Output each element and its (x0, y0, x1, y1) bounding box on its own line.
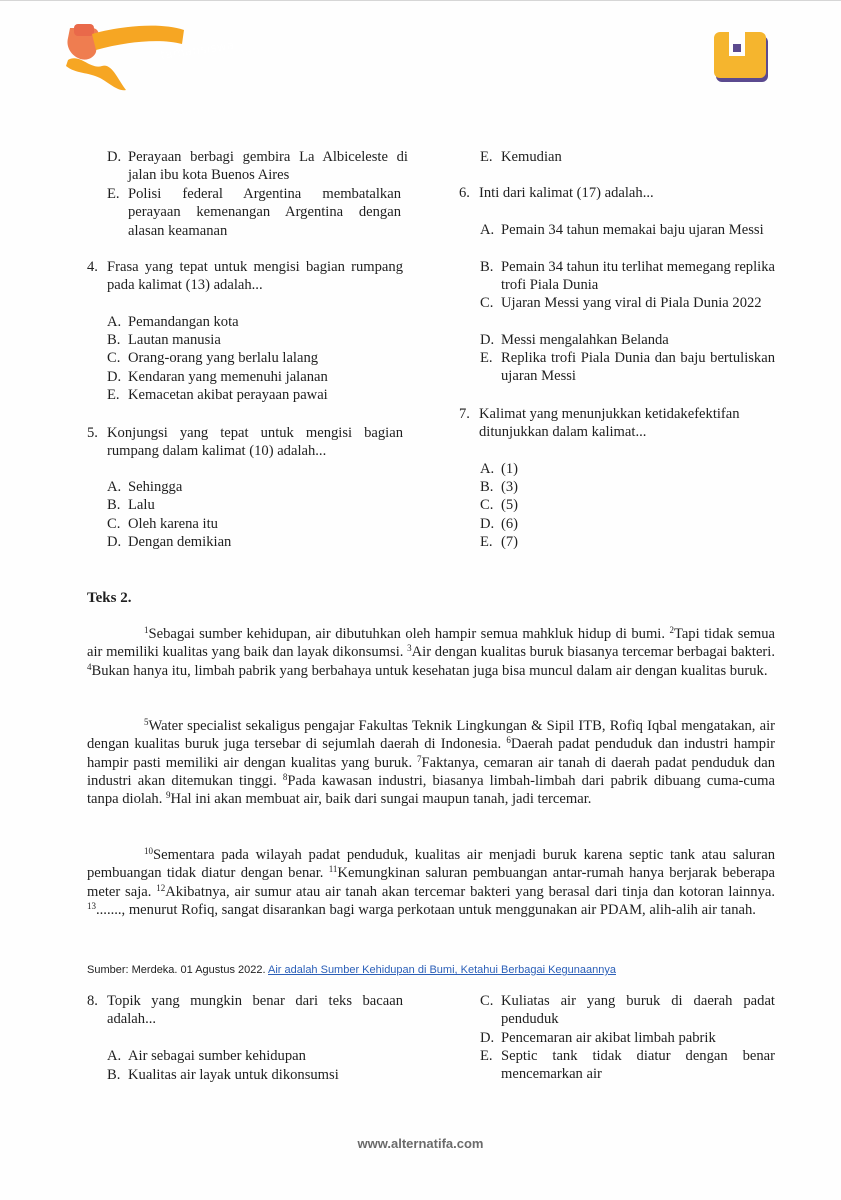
notebook-icon (713, 30, 771, 84)
text-2-paragraph-3: $^{10}$Sementara pada wilayah padat penduduk, kualitas air menjadi buruk karena septic tank atau saluran pembuangan tidak diatur dengan benar. $^{11}$Kemungkinan saluran pembuangan antar-rumah hanya berjarak beberapa meter saja. $^{12}$Akibatnya, air sumur atau air tanah akan tercemar bakteri yang berasal dari tinja dan kotoran lainnya. $^{13}$......., menurut Rofiq, sangat disarankan bagi warga perkotaan untuk menggunakan air PDAM, alih-alih air tanah. (87, 846, 776, 918)
top-border (0, 0, 841, 1)
footer-website[interactable]: www.alternatifa.com (357, 1136, 484, 1151)
text-2-heading: Teks 2. (87, 590, 132, 606)
source-citation: Sumber: Merdeka. 01 Agustus 2022. Air adalah Sumber Kehidupan di Bumi, Ketahui Berbagai Kegunaannya (87, 964, 616, 976)
text-2-paragraph-1: $^1$Sebagai sumber kehidupan, air dibutuhkan oleh hampir semua mahkluk hidup di bumi. $^2$Tapi tidak semua air memiliki kualitas yang baik dan layak dikonsumsi. $^3$Air dengan kualitas buruk biasanya tercemar berbagai bakteri. $^4$Bukan hanya itu, limbah pabrik yang berbahaya untuk kesehatan juga bisa muncul dalam air dengan kualitas buruk. (87, 625, 775, 679)
logo-text: tamansiswa (159, 37, 236, 63)
source-link[interactable]: Air adalah Sumber Kehidupan di Bumi, Ketahui Berbagai Kegunaannya (268, 964, 616, 976)
tamansiswa-logo (60, 18, 236, 98)
text-2-paragraph-2: $^5$Water specialist sekaligus pengajar Fakultas Teknik Lingkungan & Sipil ITB, Rofiq Iqbal mengatakan, air dengan kualitas buruk juga tersebar di sejumlah daerah di Indonesia. $^6$Daerah padat penduduk dan industri hampir hampir pasti memiliki air dengan kualitas yang buruk. $^7$Faktanya, cemaran air tanah di daerah padat penduduk dan industri akan ditemukan tinggi. $^8$Pada kawasan industri, biasanya limbah-limbah dari pabrik dibuang cuma-cuma tanpa diolah. $^9$Hal ini akan membuat air, baik dari sungai maupun tanah, jadi tercemar. (87, 717, 776, 808)
